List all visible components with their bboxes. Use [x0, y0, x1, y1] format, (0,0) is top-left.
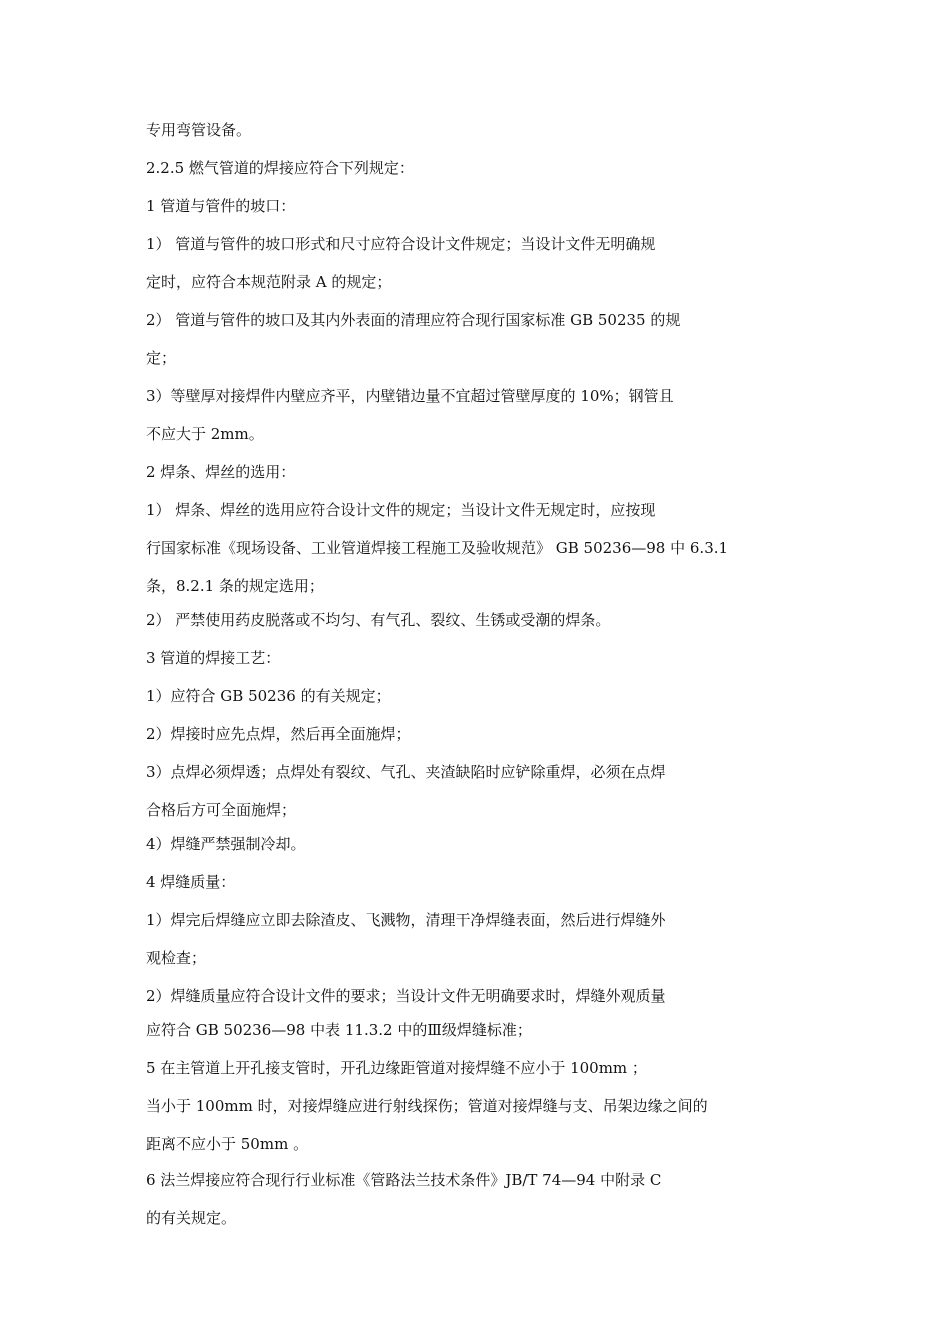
- text-line: 4 焊缝质量：: [146, 873, 236, 891]
- text-line: 5 在主管道上开孔接支管时，开孔边缘距管道对接焊缝不应小于 100mm ；: [146, 1059, 647, 1077]
- text-line: 专用弯管设备。: [146, 121, 252, 139]
- text-line: 合格后方可全面施焊；: [146, 801, 297, 819]
- text-line: 2）焊缝质量应符合设计文件的要求；当设计文件无明确要求时，焊缝外观质量: [146, 987, 666, 1005]
- text-line: 应符合 GB 50236—98 中表 11.3.2 中的Ⅲ级焊缝标准；: [146, 1021, 532, 1039]
- text-line: 2）焊接时应先点焊，然后再全面施焊；: [146, 725, 411, 743]
- text-line: 2） 严禁使用药皮脱落或不均匀、有气孔、裂纹、生锈或受潮的焊条。: [146, 611, 611, 629]
- text-line: 定；: [146, 349, 177, 367]
- text-line: 条，8.2.1 条的规定选用；: [146, 577, 324, 595]
- text-line: 2.2.5 燃气管道的焊接应符合下列规定：: [146, 159, 414, 177]
- text-line: 1 管道与管件的坡口：: [146, 197, 296, 215]
- text-line: 3 管道的焊接工艺：: [146, 649, 281, 667]
- text-line: 观检查；: [146, 949, 207, 967]
- text-line: 3）点焊必须焊透；点焊处有裂纹、气孔、夹渣缺陷时应铲除重焊，必须在点焊: [146, 763, 666, 781]
- text-line: 1）焊完后焊缝应立即去除渣皮、飞溅物，清理干净焊缝表面，然后进行焊缝外: [146, 911, 666, 929]
- text-line: 的有关规定。: [146, 1209, 237, 1227]
- text-line: 不应大于 2mm。: [146, 425, 264, 443]
- text-line: 3）等壁厚对接焊件内壁应齐平，内壁错边量不宜超过管壁厚度的 10%；钢管且: [146, 387, 674, 405]
- text-line: 1） 管道与管件的坡口形式和尺寸应符合设计文件规定；当设计文件无明确规: [146, 235, 656, 253]
- text-line: 4）焊缝严禁强制冷却。: [146, 835, 306, 853]
- text-line: 2 焊条、焊丝的选用：: [146, 463, 296, 481]
- text-line: 当小于 100mm 时，对接焊缝应进行射线探伤；管道对接焊缝与支、吊架边缘之间的: [146, 1097, 708, 1115]
- text-line: 距离不应小于 50mm 。: [146, 1135, 309, 1153]
- text-line: 1）应符合 GB 50236 的有关规定；: [146, 687, 391, 705]
- text-line: 6 法兰焊接应符合现行行业标准《管路法兰技术条件》JB/T 74—94 中附录 C: [146, 1171, 662, 1189]
- text-line: 2） 管道与管件的坡口及其内外表面的清理应符合现行国家标准 GB 50235 的规: [146, 311, 681, 329]
- text-line: 行国家标准《现场设备、工业管道焊接工程施工及验收规范》 GB 50236—98 中 6.3.1: [146, 539, 729, 557]
- text-line: 1） 焊条、焊丝的选用应符合设计文件的规定；当设计文件无规定时，应按现: [146, 501, 656, 519]
- text-line: 定时，应符合本规范附录 A 的规定；: [146, 273, 392, 291]
